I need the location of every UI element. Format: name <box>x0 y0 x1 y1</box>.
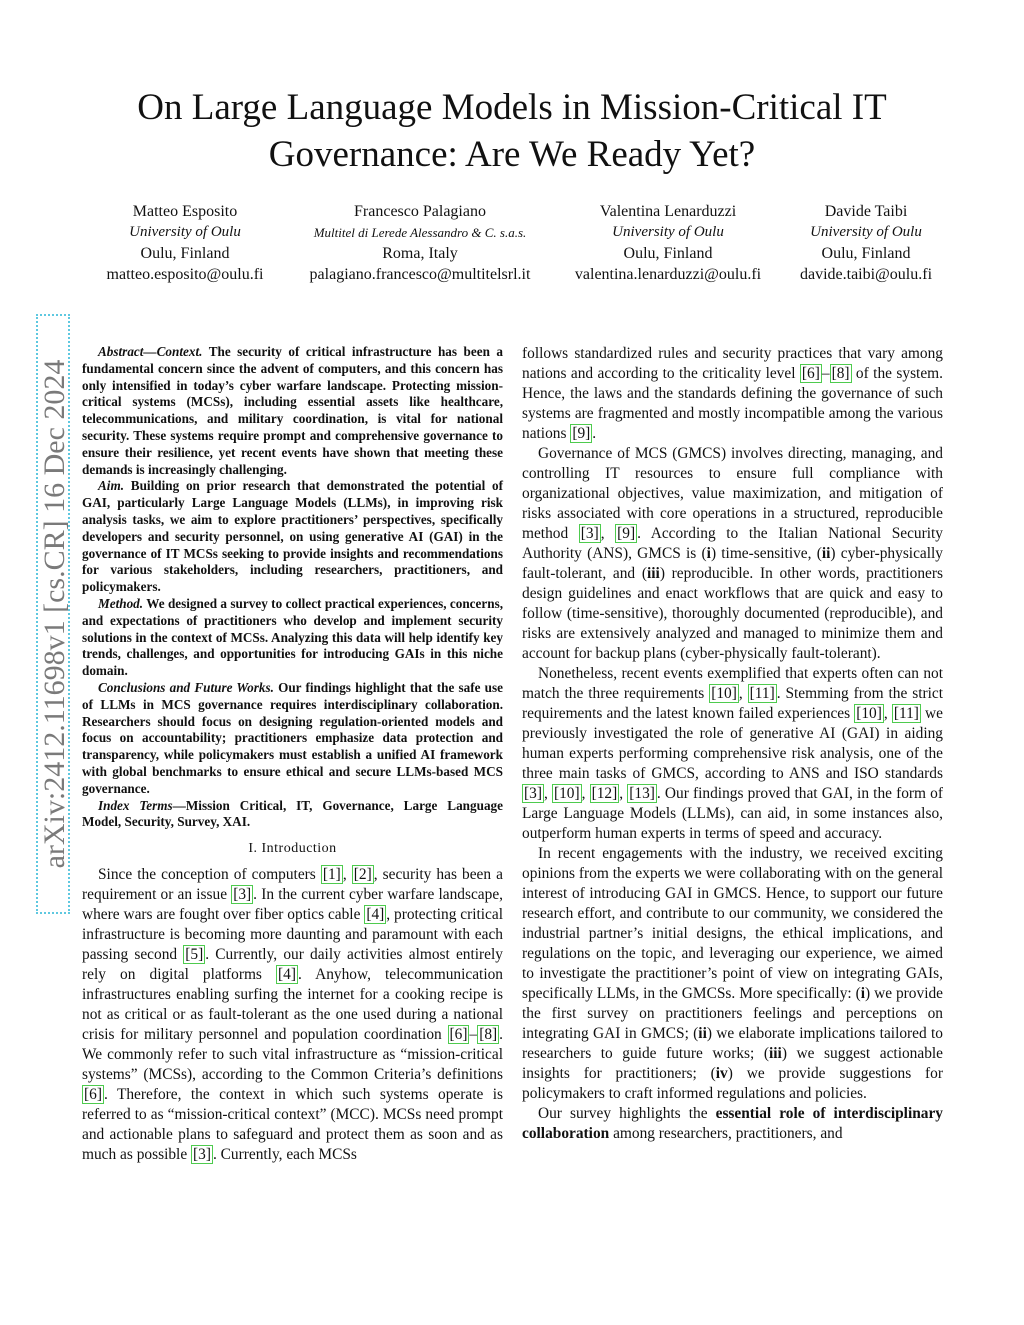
abstract-heading: Aim. <box>98 478 125 494</box>
author-block <box>90 201 280 285</box>
intro-paragraph: Our survey highlights the essential role of interdisciplinary collaboration among researchers, practitioners, and <box>522 1105 943 1142</box>
index-terms-heading: Index Terms <box>98 797 173 813</box>
citation-link[interactable]: [12] <box>591 785 618 802</box>
citation-link[interactable]: [6] <box>449 1026 468 1044</box>
author-name: Matteo Esposito <box>132 203 238 220</box>
intro-paragraph: Nonetheless, recent events exemplified that experts often can not match the three requirements [10] , [11] . Stemming from the strict requirements and the latest known failed experiences [10] , [11] we previously investigated the role of generative AI (GAI) in aiding human experts performing comprehensive risk analysis, one of the three main tasks of GMCS, according to ANS and ISO standards [3] , [10] , [12] , [13] . Our findings proved that GAI, in the form of Large Language Models (LLMs), can aid, in some instances also, outperform human experts in terms of speed and accuracy. <box>522 665 944 842</box>
author-location: Oulu, Finland <box>623 245 713 262</box>
citation-link[interactable]: [4] <box>366 906 385 924</box>
index-terms-text: —Mission Critical, IT, Governance, Large Language Model, Security, Survey, XAI. <box>82 797 503 830</box>
abstract-heading: Method. <box>98 595 144 611</box>
citation-link[interactable]: [3] <box>233 886 252 904</box>
citation-link[interactable]: [11] <box>893 705 919 722</box>
citation-link[interactable]: [10] <box>711 685 737 702</box>
citation-link[interactable]: [8] <box>479 1026 498 1044</box>
citation-link[interactable]: [5] <box>185 946 204 964</box>
intro-paragraph: follows standardized rules and security practices that vary among nations and according to the criticality level [6] – [8] of the system. Hence, the laws and the standards defining the governance of such systems are fragmented and mostly incompatible among the various nations [9] . <box>522 345 943 442</box>
author-name: Valentina Lenarduzzi <box>599 203 737 220</box>
citation-link[interactable]: [8] <box>831 365 850 382</box>
author-block <box>563 201 773 285</box>
abstract-text: Building on prior research that demonstrated the potential of GAI, particularly Large Language Models (LLMs), in improving risk analysis tasks, we aim to explore practitioners’ perspectives, specifically developers and security personnel, on using generative AI (GAI) in the governance of IT MCSs seeking to provide insights and recommendations for various stakeholders, including researchers, practitioners, and policymakers. <box>82 478 504 595</box>
author-location: Roma, Italy <box>382 245 458 262</box>
index-terms <box>82 798 503 832</box>
abstract-heading: Conclusions and Future Works. <box>98 679 274 695</box>
citation-link[interactable]: [3] <box>580 525 599 542</box>
left-column <box>82 344 503 1165</box>
abstract-text: Our findings highlight that the safe use of LLMs in MCS governance requires interdisciplinary collaboration. Researchers should focus on designing regulation-oriented models and focus on accountability; practitioners emphasize data protection and transparency, while policymakers must establish a unified AI framework with global benchmarks to ensure ethical and secure LLMs-based MCS governance. <box>82 679 504 796</box>
author-email[interactable]: davide.taibi@oulu.fi <box>799 266 933 283</box>
citation-link[interactable]: [10] <box>553 785 580 802</box>
abstract-text: We designed a survey to collect practical experiences, concerns, and expectations of practitioners who develop and implement security solutions in the context of MCSs. Analyzing this data will help identify key trends, challenges, and opportunities for introducing GAIs in this niche domain. <box>82 595 504 679</box>
author-affiliation: Multitel di Lerede Alessandro & C. s.a.s. <box>313 225 527 240</box>
intro-paragraph: In recent engagements with the industry, we received exciting opinions from the experts we were collaborating with on the general interest of introducing GAI in GMCS. Hence, to support our future research effort, and contribute to our community, we considered the industrial partner’s initial designs, the ethical implications, and regulations on the topic, and leveraging our experience, we aimed to investigate the practitioner’s point of view on integrating GAIs, specifically LLMs, in the GMCSs. More specifically: (i) we provide the first survey on practitioners feelings and perceptions on integrating GAI in GMCS; (ii) we elaborate implications tailored to researchers to guide future works; (iii) we suggest actionable insights for practitioners; (iv) we provide suggestions for policymakers to craft informed regulations and policies. <box>522 845 943 1102</box>
citation-link[interactable]: [9] <box>572 425 591 442</box>
author-affiliation: University of Oulu <box>810 224 922 240</box>
abstract-aim <box>82 478 503 596</box>
citation-link[interactable]: [13] <box>629 785 655 802</box>
citation-link[interactable]: [11] <box>749 685 775 702</box>
intro-paragraph: Since the conception of computers [1] , [2] , security has been a requirement or an issue [3] . In the current cyber warfare landscape, where wars are fought over fiber optics cable [4] , protecting critical infrastructure is becoming more daunting and paramount with each passing second [5] . Currently, our daily activities almost entirely rely on digital platforms [4] . Anyhow, telecommunication infrastructures enabling surfing the internet for a cooking recipe is not as critical or as fault-tolerant as the one used during a national crisis for military personnel and population coordination [6] – [8] . We commonly refer to such vital infrastructure as “mission-critical systems” (MCSs), according to the Common Criteria’s definitions [6] . Therefore, the context in which such systems operate is referred to as “mission-critical context” (MCC). MCSs need prompt and actionable plans to safeguard and protect them as soon and as much as possible [3] . Currently, each MCSs <box>82 866 503 1164</box>
citation-link[interactable]: [10] <box>856 705 882 722</box>
author-email[interactable]: palagiano.francesco@multitelsrl.it <box>309 266 531 283</box>
author-email[interactable]: matteo.esposito@oulu.fi <box>106 266 264 283</box>
author-location: Oulu, Finland <box>140 245 230 262</box>
citation-link[interactable]: [3] <box>193 1146 211 1164</box>
abstract-context <box>82 344 503 478</box>
author-block <box>778 201 954 285</box>
author-name: Davide Taibi <box>824 203 908 220</box>
citation-link[interactable]: [6] <box>84 1086 102 1104</box>
abstract-heading: Abstract—Context. <box>98 344 203 359</box>
author-block <box>285 201 555 285</box>
citation-link[interactable]: [6] <box>801 365 820 382</box>
citation-link[interactable]: [4] <box>278 966 296 984</box>
paper-title: On Large Language Models in Mission-Critical IT Governance: Are We Ready Yet? <box>137 87 887 175</box>
author-affiliation: University of Oulu <box>129 224 241 240</box>
citation-link[interactable]: [3] <box>524 785 542 802</box>
intro-paragraph: Governance of MCS (GMCS) involves directing, managing, and controlling IT resources to ensure full compliance with organizational objectives, value maximization, and mitigation of risks associated with core operations in a structured, reproducible method [3] , [9] . According to the Italian National Security Authority (ANS), GMCS is (i) time-sensitive, (ii) cyber-physically fault-tolerant, and (iii) reproducible. In other words, practitioners design guidelines and enact workflows that are quick and easy to follow (time-sensitive), thoroughly documented (reproducible), and risks are extensively analyzed and managed to minimize them and account for backup plans (cyber-physically fault-tolerant). <box>522 445 944 662</box>
citation-link[interactable]: [9] <box>617 525 636 542</box>
section-heading: I. Introduction <box>248 841 337 857</box>
abstract-conclusions <box>82 680 503 798</box>
arxiv-stamp[interactable]: arXiv:2412.11698v1 [cs.CR] 16 Dec 2024 <box>36 314 70 914</box>
abstract-text: The security of critical infrastructure has been a fundamental concern since the advent of computers, and this concern has only intensified in today’s cyber warfare landscape. Protecting mission-critical systems (MCSs), including essential assets like healthcare, telecommunications, and military coordination, is vital for national security. These systems require prompt and comprehensive governance to ensure their resilience, yet recent events have shown that meeting these demands is increasingly challenging. <box>82 344 503 477</box>
abstract-method <box>82 596 503 680</box>
author-affiliation: University of Oulu <box>612 224 724 240</box>
right-column <box>522 344 943 1144</box>
citation-link[interactable]: [2] <box>353 866 372 884</box>
author-name: Francesco Palagiano <box>354 203 486 220</box>
author-location: Oulu, Finland <box>821 245 911 262</box>
author-email[interactable]: valentina.lenarduzzi@oulu.fi <box>574 266 762 283</box>
citation-link[interactable]: [1] <box>322 866 341 884</box>
